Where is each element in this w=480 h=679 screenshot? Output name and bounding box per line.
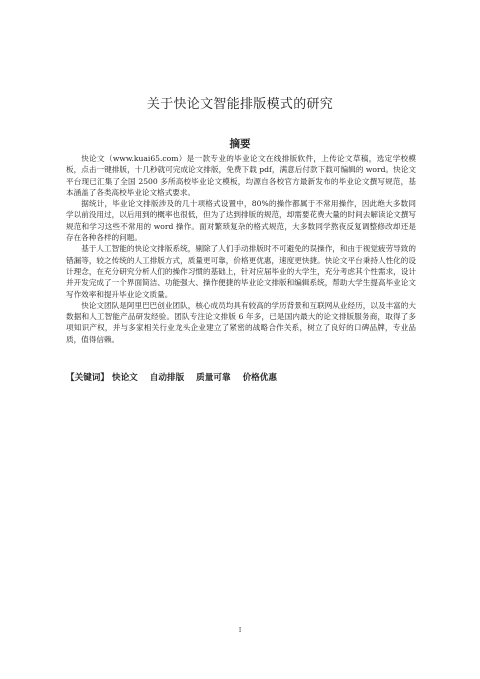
keyword: 快论文 — [111, 373, 138, 383]
keyword: 质量可靠 — [196, 373, 231, 383]
abstract-heading: 摘要 — [229, 138, 251, 150]
abstract-paragraph: 基于人工智能的快论文排版系统，剔除了人们手动排版时不可避免的误操作，和由于视觉疲劳导致的错漏等，较之传统的人工排版方式，质量更可靠，价格更优惠，速度更快捷。快论文平台秉持人性化的设计理念，在充分研究分析人们的操作习惯的基础上，针对应届毕业的大学生，充分考虑其个性需求，设计并开发完成了一个界面简洁、功能强大、操作便捷的毕业论文排版和编辑系统，帮助大学生提高毕业论文写作效率和提升毕业论文质量。 — [66, 244, 416, 299]
page-number: I — [238, 627, 242, 634]
abstract-paragraph: 据统计，毕业论文排版涉及的几十项格式设置中，80%的操作都属于不常用操作，因此绝大多数同学以前没用过，以后用到的概率也很低，但为了达到排版的规范，却需要花费大量的时间去解读论文撰写规范和学习这些不常用的 word 操作。面对繁琐复杂的格式规范，大多数同学熬夜反复调整修改却还是存在各种各样的问题。 — [66, 199, 416, 243]
keyword: 价格优惠 — [242, 373, 277, 383]
abstract-paragraph: 快论文团队是阿里巴巴创业团队，核心成员均具有较高的学历背景和互联网从业经历，以及丰富的大数据和人工智能产品研发经验。团队专注论文排版 6 年多，已是国内最大的论文排版服务商，取得了多项知识产权，并与多家相关行业龙头企业建立了紧密的战略合作关系，树立了良好的口碑品牌，专业品质，值得信赖。 — [66, 300, 416, 344]
abstract-paragraph: 快论文（www.kuai65.com）是一款专业的毕业论文在线排版软件，上传论文草稿，选定学校模板，点击一键排版，十几秒就可完成论文排版，免费下载 pdf，满意后付款下载可编辑的 word。快论文平台现已汇集了全国 2500 多所高校毕业论文模板，均源自各校官方最新发布的毕业论文撰写规范，基本涵盖了各类高校毕业论文格式要求。 — [66, 154, 416, 197]
keyword: 自动排版 — [149, 373, 185, 383]
abstract-body — [66, 153, 416, 345]
document-title: 关于快论文智能排版模式的研究 — [146, 97, 334, 112]
keywords-label: 【关键词】 — [66, 373, 109, 383]
keywords-line — [66, 371, 416, 383]
